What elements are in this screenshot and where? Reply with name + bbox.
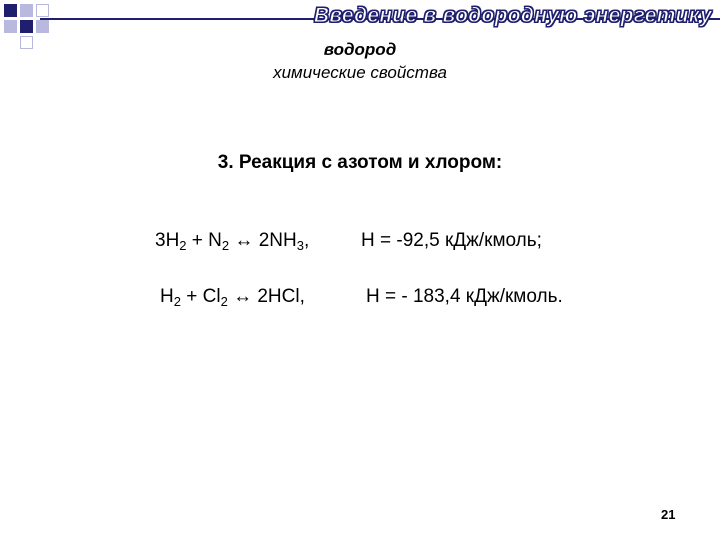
reaction-1-reactant-h: 3H: [155, 230, 180, 251]
reaction-2-enthalpy: H = - 183,4 кДж/кмоль.: [366, 286, 563, 307]
reaction-1-enthalpy: H = -92,5 кДж/кмоль;: [361, 230, 542, 251]
reaction-2-product: ↔ 2HCl,: [227, 286, 305, 307]
decor-square-4: [4, 20, 17, 33]
decor-square-6: [36, 20, 49, 33]
reaction-2-reactant-cl: + Cl: [180, 286, 221, 307]
decor-square-2: [20, 4, 33, 17]
slide-title: водород: [323, 40, 397, 59]
decor-square-1: [4, 4, 17, 17]
reaction-2-equation: [160, 286, 305, 308]
reaction-1-reactant-n: + N: [186, 230, 222, 251]
course-banner: Введение в водородную энергетику: [313, 4, 712, 27]
reaction-1-product-subscript: 3: [296, 238, 304, 253]
section-heading: 3. Реакция с азотом и хлором:: [217, 152, 503, 173]
decor-square-5: [20, 20, 33, 33]
reaction-2-h-subscript: 2: [173, 294, 181, 309]
page-number: 21: [661, 507, 676, 522]
decor-square-3: [36, 4, 49, 17]
reaction-2-reactant-h: H: [160, 286, 174, 307]
reaction-1-comma: ,: [303, 230, 310, 251]
reaction-1-equation: [155, 230, 309, 252]
slide-subtitle: химические свойства: [273, 63, 447, 82]
reaction-1-product: ↔ 2NH: [229, 230, 297, 251]
reaction-1-n-subscript: 2: [221, 238, 230, 253]
reaction-1-h-subscript: 2: [179, 238, 187, 253]
reaction-2-cl-subscript: 2: [220, 294, 228, 309]
